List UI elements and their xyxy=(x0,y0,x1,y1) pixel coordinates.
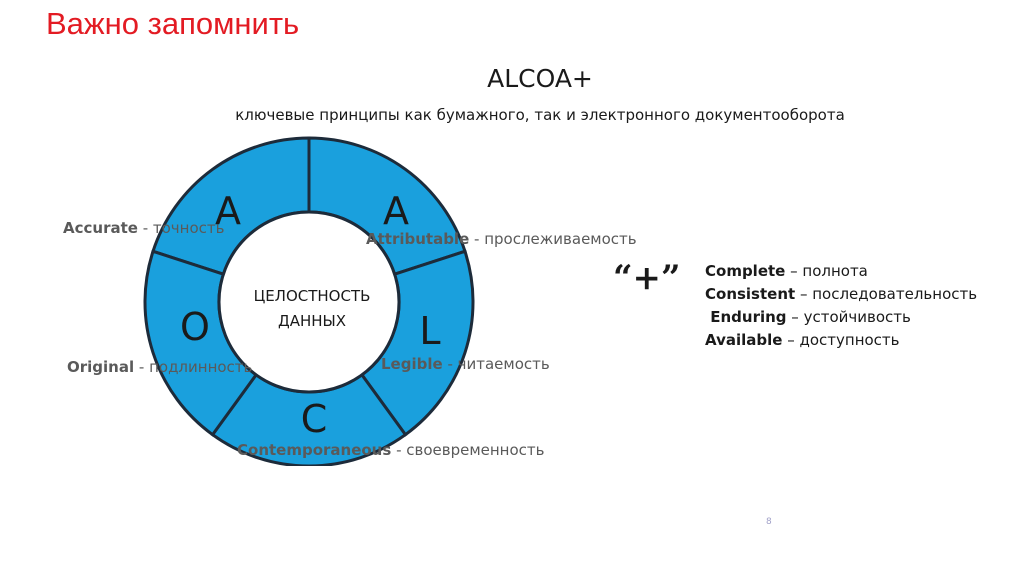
plus-separator: – xyxy=(782,331,800,349)
plus-principles-list xyxy=(705,260,977,352)
principle-label-original xyxy=(67,358,252,376)
plus-separator: – xyxy=(785,262,803,280)
principle-term: Contemporaneous xyxy=(237,441,392,459)
principle-label-legible xyxy=(381,355,550,373)
plus-item-complete xyxy=(705,260,977,283)
plus-sign: “+” xyxy=(613,258,681,298)
plus-translation: доступность xyxy=(799,331,900,349)
sector-letter-accurate: A xyxy=(215,189,241,233)
principle-separator: - xyxy=(134,358,150,376)
principle-separator: - xyxy=(137,219,153,237)
plus-translation: устойчивость xyxy=(803,308,911,326)
plus-separator: – xyxy=(795,285,813,303)
principle-translation: подлинность xyxy=(149,358,253,376)
sector-letter-contemporaneous: C xyxy=(300,397,328,441)
center-label-line1: ЦЕЛОСТНОСТЬ xyxy=(253,287,371,305)
center-label-line2: ДАННЫХ xyxy=(277,312,347,330)
sector-letter-attributable: A xyxy=(383,189,409,233)
principle-translation: своевременность xyxy=(406,441,545,459)
plus-term: Complete xyxy=(705,262,786,280)
plus-separator: – xyxy=(786,308,804,326)
slide-title: Важно запомнить xyxy=(46,6,300,41)
plus-term: Consistent xyxy=(705,285,796,303)
principle-label-attributable xyxy=(366,230,637,248)
principle-term: Attributable xyxy=(366,230,470,248)
subtitle-sub: ключевые принципы как бумажного, так и электронного документооборота xyxy=(235,106,845,124)
plus-translation: полнота xyxy=(802,262,868,280)
plus-item-consistent xyxy=(705,283,977,306)
principle-separator: - xyxy=(442,355,458,373)
alcoa-wheel xyxy=(137,136,480,466)
principle-term: Original xyxy=(67,358,135,376)
principle-term: Legible xyxy=(381,355,443,373)
sector-letter-legible: L xyxy=(419,309,441,353)
principle-label-contemporaneous xyxy=(237,441,545,459)
principle-translation: точность xyxy=(152,219,225,237)
principle-label-accurate xyxy=(63,219,224,237)
sector-letter-original: O xyxy=(180,305,210,349)
subtitle-main: ALCOA+ xyxy=(487,64,593,93)
plus-item-available xyxy=(705,329,977,352)
plus-term: Available xyxy=(705,331,783,349)
principle-term: Accurate xyxy=(63,219,138,237)
plus-item-enduring xyxy=(705,306,977,329)
plus-term: Enduring xyxy=(705,308,787,326)
principle-separator: - xyxy=(469,230,485,248)
plus-translation: последовательность xyxy=(812,285,978,303)
principle-translation: прослеживаемость xyxy=(484,230,637,248)
principle-separator: - xyxy=(391,441,407,459)
page-number: 8 xyxy=(766,517,772,527)
principle-translation: читаемость xyxy=(457,355,550,373)
